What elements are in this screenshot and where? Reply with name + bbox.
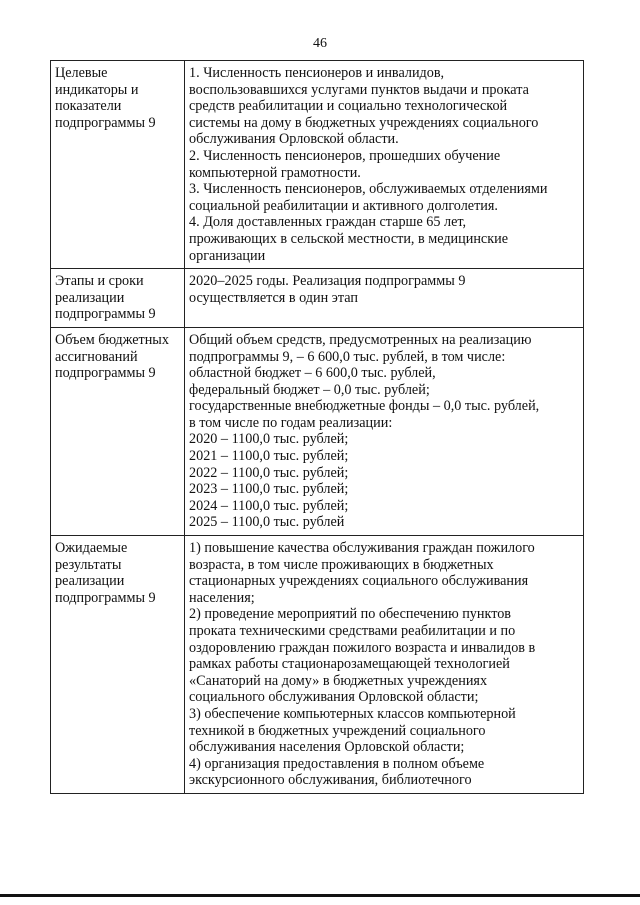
row-content-line: 4. Доля доставленных граждан старше 65 лет, [189,214,467,231]
row-label-line: реализации [55,289,125,306]
row-content-line: проката техническими средствами реабилитации и по [189,623,516,639]
row-label-line: подпрограммы 9 [55,114,156,131]
row-content-line: «Санаторий на дому» в бюджетных учреждениях [189,672,488,689]
row-content-line: средств реабилитации и социально технологической [189,98,508,115]
row-content-cell [185,61,584,269]
row-content-cell [185,327,584,535]
row-content-line: 4) организация предоставления в полном объеме [189,755,485,772]
row-content-line: обслуживания населения Орловской области; [189,739,465,756]
row-content-line: социальной реабилитации и активного долголетия. [189,197,498,214]
page-number: 46 [313,36,327,51]
row-label-line: ассигнований [55,348,138,365]
table-row [51,327,584,535]
row-label-line: результаты [55,556,122,573]
row-content-line: 2024 – 1100,0 тыс. рублей; [189,497,349,514]
row-content-line: организации [189,247,266,264]
row-content-line: социального обслуживания Орловской области; [189,689,479,706]
scan-edge-line [0,894,640,897]
row-label-line: подпрограммы 9 [55,589,156,606]
row-label-line: Ожидаемые [55,540,128,557]
row-label-cell [51,61,185,269]
row-content-line: 1) повышение качества обслуживания граждан пожилого [189,540,535,557]
row-content-line: воспользовавшихся услугами пунктов выдачи и проката [189,81,529,98]
row-content-line: осуществляется в один этап [189,289,358,306]
row-label-line: реализации [55,573,125,590]
row-content-line: 2) проведение мероприятий по обеспечению пунктов [189,606,512,623]
row-content-line: федеральный бюджет – 0,0 тыс. рублей; [189,381,430,398]
row-content-line: Общий объем средств, предусмотренных на реализацию [189,331,532,348]
row-content-line: проживающих в сельской местности, в медицинские [189,230,509,247]
table-row [51,269,584,328]
row-label-line: подпрограммы 9 [55,306,156,323]
row-content-line: 2021 – 1100,0 тыс. рублей; [189,448,349,465]
table-row [51,61,584,269]
row-label-cell [51,269,185,328]
row-content-line: рамках работы стационарозамещающей технологией [189,656,510,673]
row-content-line: экскурсионного обслуживания, библиотечного [189,772,472,789]
row-content-cell [185,536,584,794]
table-body [51,61,584,794]
row-content-line: 3. Численность пенсионеров, обслуживаемых отделениями [189,181,548,198]
row-content-line: 1. Численность пенсионеров и инвалидов, [189,65,445,81]
row-content-line: 2023 – 1100,0 тыс. рублей; [189,481,349,498]
row-label-line: подпрограммы 9 [55,365,156,382]
row-content-line: областной бюджет – 6 600,0 тыс. рублей, [189,365,436,382]
row-content-line: компьютерной грамотности. [189,164,361,181]
row-content-line: системы на дому в бюджетных учреждениях социального [189,114,539,131]
row-content-line: государственные внебюджетные фонды – 0,0 тыс. рублей, [189,398,540,415]
row-content-line: 2020 – 1100,0 тыс. рублей; [189,431,349,448]
row-label-line: Этапы и сроки [55,273,144,290]
row-label-line: индикаторы и [55,81,139,98]
row-content-line: оздоровлению граждан пожилого возраста и инвалидов в [189,639,536,656]
row-content-line: техникой в бюджетных учреждений социального [189,722,486,739]
row-content-line: возраста, в том числе проживающих в бюджетных [189,556,494,573]
row-label-line: Целевые [55,65,108,81]
table-row [51,536,584,794]
row-content-line: 2. Численность пенсионеров, прошедших обучение [189,147,501,164]
row-label-cell [51,327,185,535]
row-content-line: 2020–2025 годы. Реализация подпрограммы 9 [189,273,466,290]
row-content-cell [185,269,584,328]
row-content-line: 2022 – 1100,0 тыс. рублей; [189,464,349,481]
row-content-line: 3) обеспечение компьютерных классов компьютерной [189,705,516,722]
row-label-line: показатели [55,98,122,115]
row-content-line: подпрограммы 9, – 6 600,0 тыс. рублей, в том числе: [189,348,506,365]
row-content-line: 2025 – 1100,0 тыс. рублей [189,514,345,531]
row-content-line: обслуживания Орловской области. [189,131,399,148]
row-label-line: Объем бюджетных [55,331,169,348]
row-content-line: населения; [189,589,255,606]
row-label-cell [51,536,185,794]
row-content-line: в том числе по годам реализации: [189,414,393,431]
row-content-line: стационарных учреждениях социального обслуживания [189,573,529,590]
subprogram-passport-table [50,60,584,794]
